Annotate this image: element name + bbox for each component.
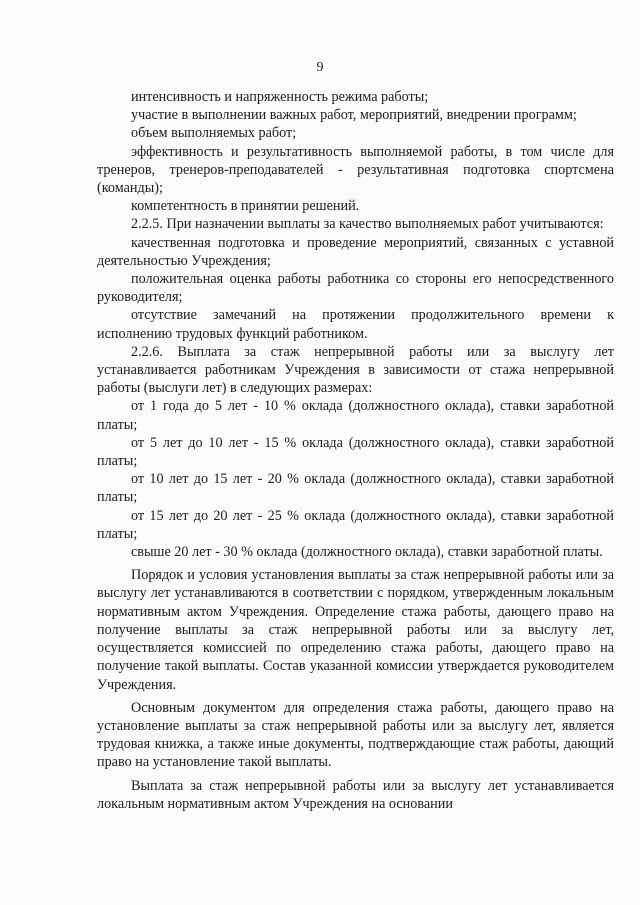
paragraph: интенсивность и напряженность режима работы;	[131, 89, 429, 105]
section-2-2-5: 2.2.5. При назначении выплаты за качество выполняемых работ учитываются:	[131, 216, 604, 233]
document-body	[97, 88, 614, 813]
rate-item: от 1 года до 5 лет - 10 % оклада (должностного оклада), ставки заработной платы;	[97, 398, 614, 433]
page-number: 9	[316, 60, 324, 75]
paragraph: объем выполняемых работ;	[131, 125, 297, 142]
rate-item: от 10 лет до 15 лет - 20 % оклада (должностного оклада), ставки заработной платы;	[97, 471, 614, 506]
paragraph: качественная подготовка и проведение мероприятий, связанных с уставной деятельностью Учреждения;	[97, 234, 614, 269]
rate-item: от 5 лет до 10 лет - 15 % оклада (должностного оклада), ставки заработной платы;	[97, 434, 614, 470]
paragraph: эффективность и результативность выполняемой работы, в том числе для тренеров, тренеров-преподавателей - результативная подготовка спортсмена (команды);	[97, 143, 614, 197]
rate-item: свыше 20 лет - 30 % оклада (должностного оклада), ставки заработной платы.	[131, 544, 603, 561]
paragraph: компетентность в принятии решений.	[131, 198, 360, 215]
paragraph: Выплата за стаж непрерывной работы или за выслугу лет устанавливается локальным нормативным актом Учреждения на основании	[97, 777, 614, 812]
section-2-2-6: 2.2.6. Выплата за стаж непрерывной работы или за выслугу лет устанавливается работникам Учреждения в зависимости от стажа непрерывной работы (выслуги лет) в следующих размерах:	[97, 343, 614, 397]
paragraph: Основным документом для определения стажа работы, дающего право на установление выплаты за стаж непрерывной работы или за выслугу лет, является трудовая книжка, а также иные документы, подтверждающие стаж работы, дающий право на установление такой выплаты.	[97, 699, 614, 771]
paragraph: отсутствие замечаний на протяжении продолжительного времени к исполнению трудовых функций работником.	[97, 307, 614, 342]
paragraph: Порядок и условия установления выплаты за стаж непрерывной работы или за выслугу лет устанавливаются в соответствии с порядком, утвержденным локальным нормативным актом Учреждения. Определение стажа работы, дающего право на получение выплаты за стаж непрерывной работы или за выслугу лет, осуществляется комиссией по определению стажа работы, дающего право на получение такой выплаты. Состав указанной комиссии утверждается руководителем Учреждения.	[97, 567, 614, 693]
paragraph: положительная оценка работы работника со стороны его непосредственного руководителя;	[97, 271, 614, 306]
paragraph: участие в выполнении важных работ, мероприятий, внедрении программ;	[131, 107, 577, 124]
rate-item: от 15 лет до 20 лет - 25 % оклада (должностного оклада), ставки заработной платы;	[97, 507, 614, 542]
